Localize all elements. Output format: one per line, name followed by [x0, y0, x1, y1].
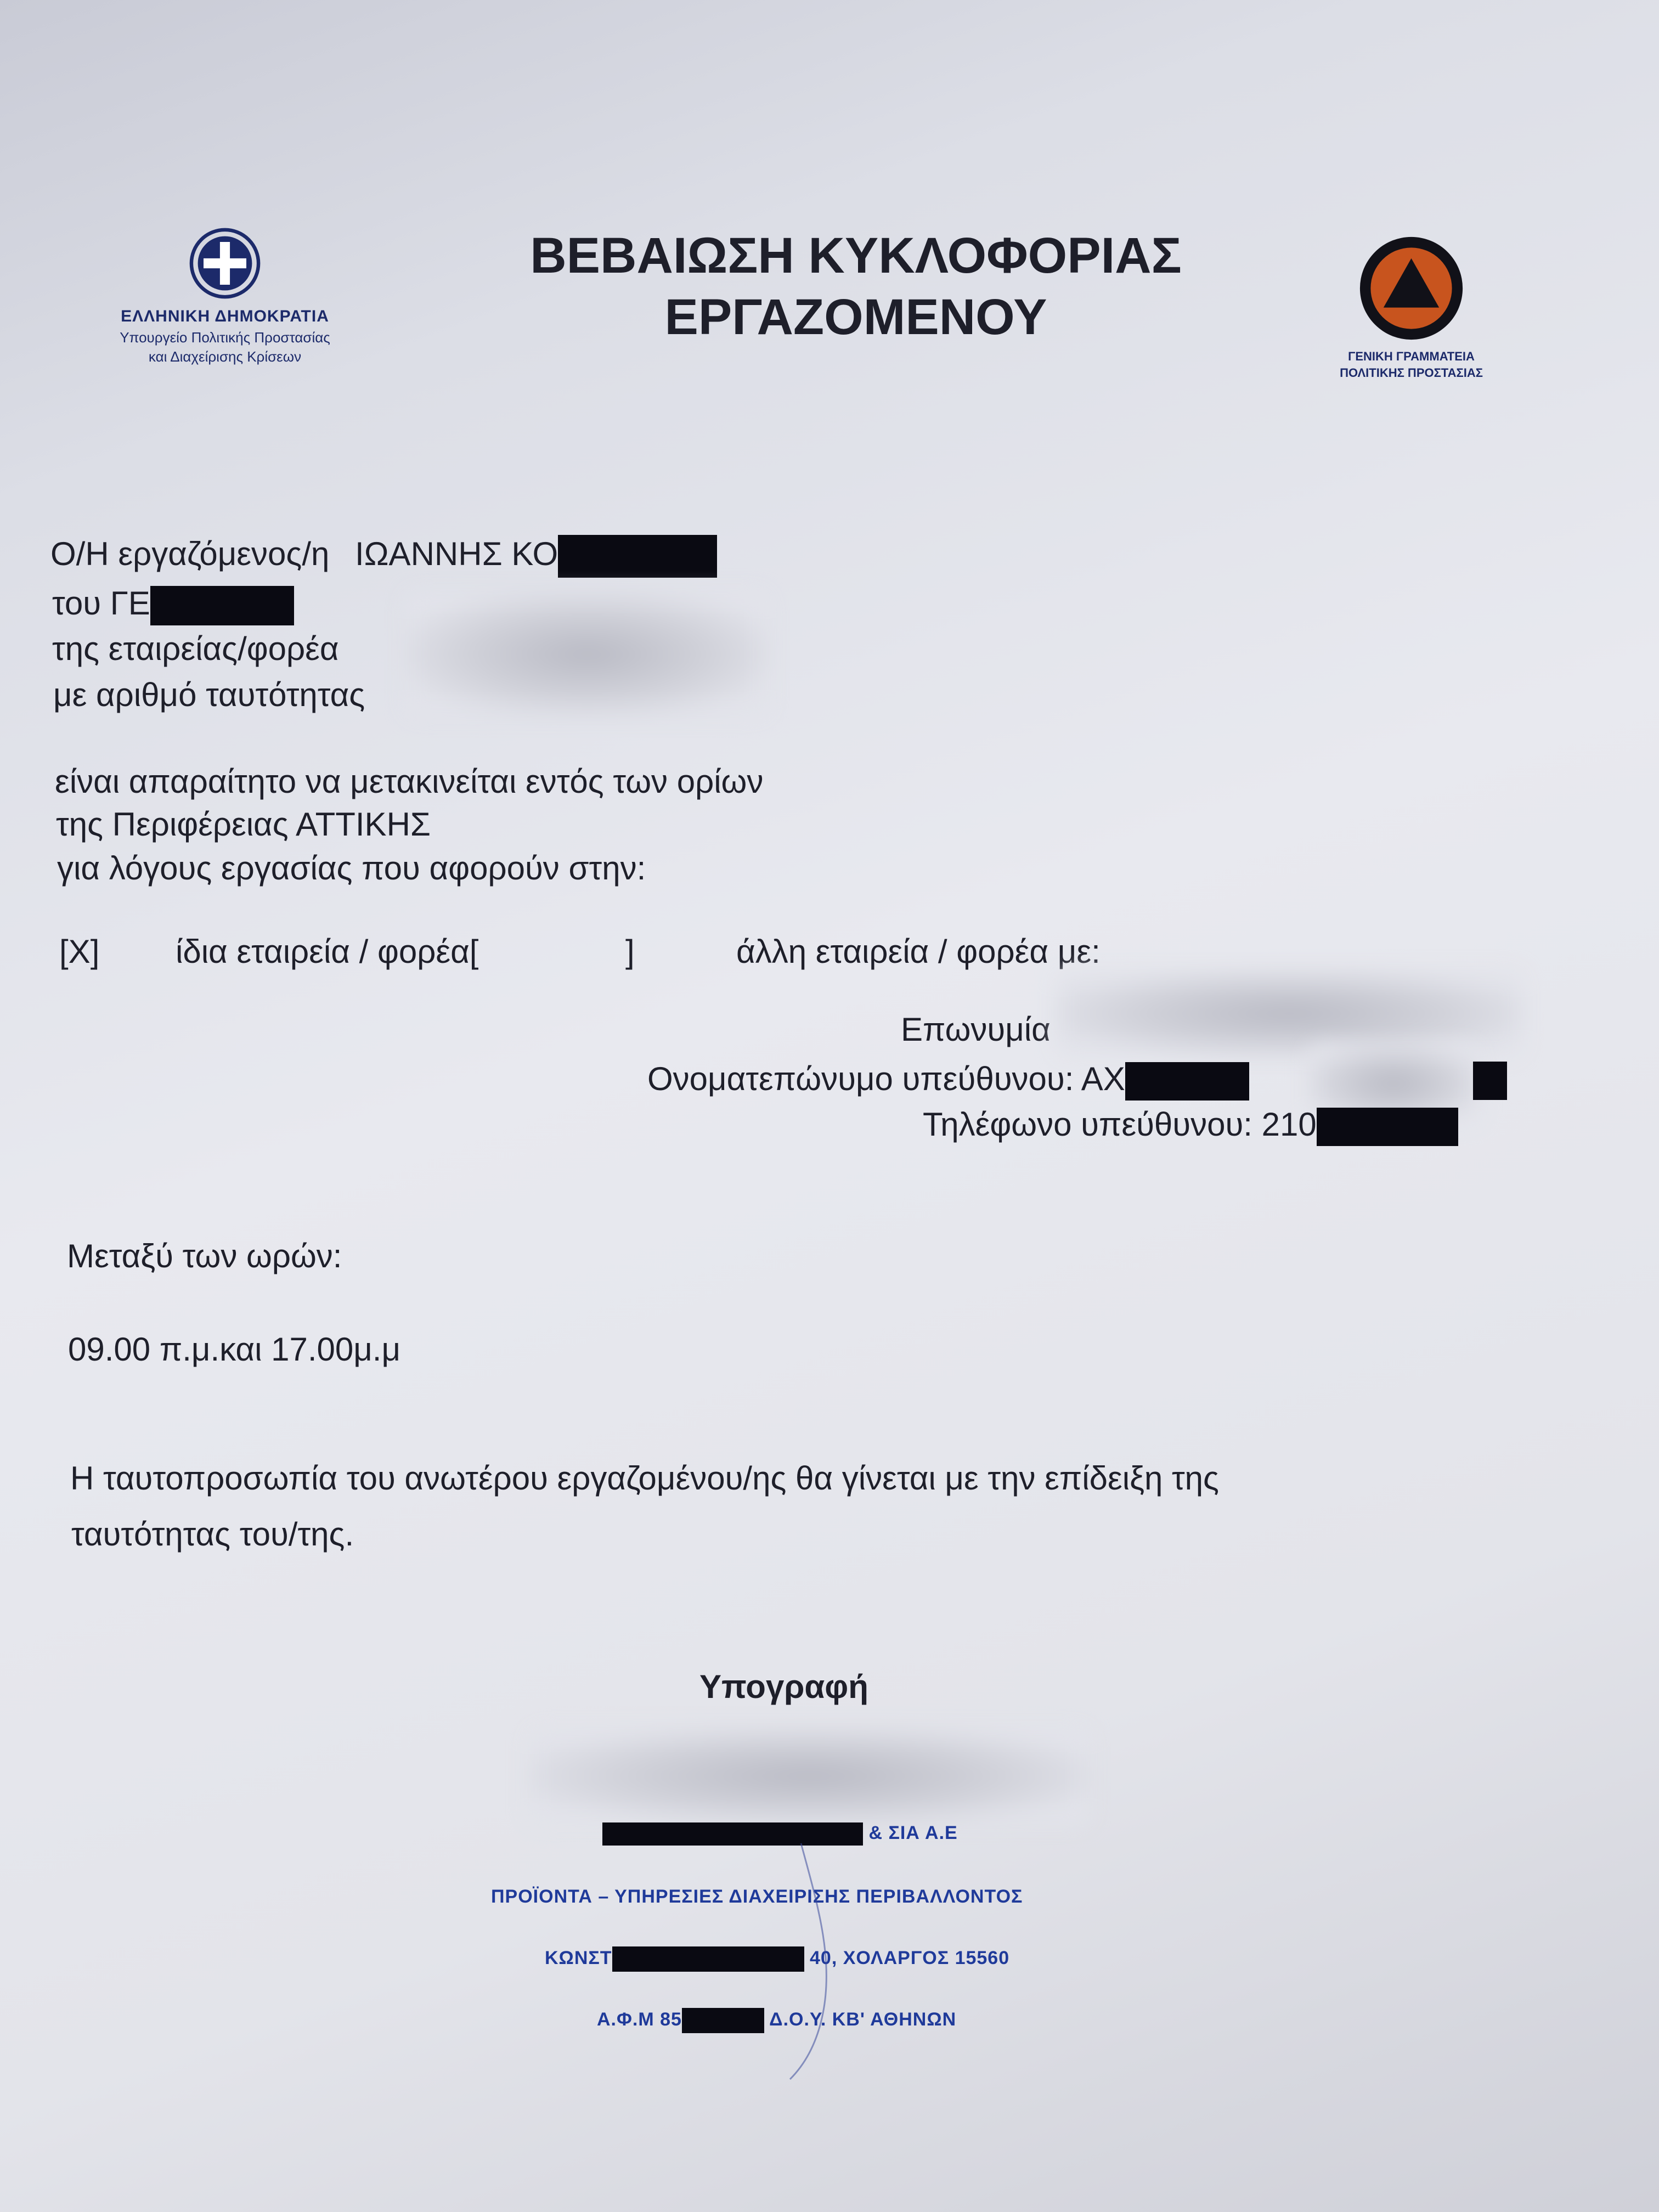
same-company-close-bracket: ]	[625, 933, 635, 970]
same-company-checkbox: [X]	[59, 933, 100, 970]
same-company-label: ίδια εταιρεία / φορέα[	[176, 933, 479, 970]
stamp-afm-suffix: Δ.Ο.Υ. ΚΒ' ΑΘΗΝΩΝ	[769, 2008, 957, 2030]
employee-line	[50, 535, 717, 578]
stamp-afm-prefix: Α.Φ.Μ 85	[597, 2008, 682, 2030]
signature-label: Υπογραφή	[699, 1668, 868, 1705]
title-line-2: ΕΡΓΑΖΟΜΕΝΟΥ	[664, 289, 1047, 345]
phone-line	[923, 1105, 1458, 1146]
stamp-address-prefix: ΚΩΝΣΤ	[545, 1947, 612, 1968]
manager-line	[647, 1060, 1249, 1101]
identity-line-2: ταυτότητας του/της.	[71, 1516, 354, 1553]
employee-label: Ο/Η εργαζόμενος/η	[50, 535, 330, 572]
hours-value: 09.00 π.μ.και 17.00μ.μ	[68, 1331, 401, 1368]
blurred-other-company-name	[1056, 971, 1522, 1056]
redacted-surname	[558, 535, 717, 578]
redacted-afm	[682, 2008, 764, 2033]
gov-line-3: και Διαχείρισης Κρίσεων	[148, 348, 302, 365]
identity-line-1: Η ταυτοπροσωπία του ανωτέρου εργαζομένου/ης θα γίνεται με την επίδειξη της	[70, 1460, 1219, 1497]
gsgp-heading	[1317, 348, 1506, 381]
hours-label: Μεταξύ των ωρών:	[67, 1238, 342, 1274]
employee-name: ΙΩΑΝΝΗΣ ΚΟ	[355, 535, 558, 572]
blurred-company-and-id	[406, 592, 768, 716]
movement-line-3: για λόγους εργασίας που αφορούν στην:	[57, 850, 646, 887]
gsgp-line-2: ΠΟΛΙΤΙΚΗΣ ΠΡΟΣΤΑΣΙΑΣ	[1340, 366, 1483, 380]
redacted-father-name	[150, 586, 294, 625]
document-title	[483, 225, 1229, 348]
stamp-company-suffix: & ΣΙΑ Α.Ε	[868, 1822, 958, 1843]
manager-label: Ονοματεπώνυμο υπεύθυνου: ΑΧ	[647, 1060, 1125, 1097]
movement-line-1: είναι απαραίτητο να μετακινείται εντός των ορίων	[55, 763, 764, 800]
government-heading	[66, 307, 384, 365]
other-company-name-label: Επωνυμία	[901, 1011, 1051, 1048]
father-label: του ΓΕ	[52, 585, 150, 622]
stamp-address-suffix: 40, ΧΟΛΑΡΓΟΣ 15560	[810, 1947, 1010, 1968]
redacted-manager-end	[1473, 1062, 1507, 1100]
other-company-label: άλλη εταιρεία / φορέα με:	[736, 933, 1101, 970]
civil-protection-triangle-icon	[1358, 235, 1465, 342]
id-line: με αριθμό ταυτότητας	[53, 676, 365, 713]
stamp-activity: ΠΡΟΪΟΝΤΑ – ΥΠΗΡΕΣΙΕΣ ΔΙΑΧΕΙΡΙΣΗΣ ΠΕΡΙΒΑΛΛΟΝΤΟΣ	[491, 1886, 1023, 1907]
phone-label: Τηλέφωνο υπεύθυνου: 210	[923, 1106, 1317, 1143]
title-line-1: ΒΕΒΑΙΩΣΗ ΚΥΚΛΟΦΟΡΙΑΣ	[530, 228, 1182, 284]
gov-line-1: ΕΛΛΗΝΙΚΗ ΔΗΜΟΚΡΑΤΙΑ	[121, 307, 329, 325]
greek-coat-of-arms-icon	[189, 228, 261, 299]
blurred-signature	[529, 1728, 1089, 1824]
company-line: της εταιρείας/φορέα	[52, 630, 339, 667]
redacted-phone	[1317, 1108, 1458, 1146]
redacted-manager-name	[1125, 1062, 1249, 1101]
pen-stroke	[757, 1838, 867, 2085]
gov-line-2: Υπουργείο Πολιτικής Προστασίας	[120, 329, 330, 346]
movement-line-2: της Περιφέρειας ΑΤΤΙΚΗΣ	[56, 806, 431, 843]
gsgp-line-1: ΓΕΝΙΚΗ ΓΡΑΜΜΑΤΕΙΑ	[1348, 349, 1475, 363]
father-line	[52, 584, 294, 625]
